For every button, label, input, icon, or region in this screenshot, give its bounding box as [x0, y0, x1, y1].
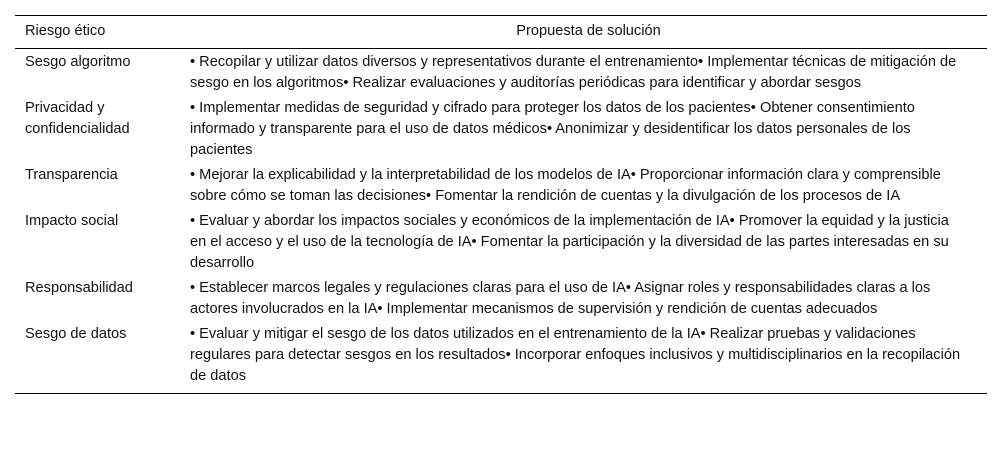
solution-cell: • Evaluar y mitigar el sesgo de los datos utilizados en el entrenamiento de la IA• Realizar pruebas y validaciones regulares para detectar sesgos en los resultados• Incorporar enfoques inclusivos y multidisciplinarios en la recopilación de datos [190, 326, 961, 384]
solution-cell: • Implementar medidas de seguridad y cifrado para proteger los datos de los pacientes• Obtener consentimiento informado y transparente para el uso de datos médicos• Anonimizar y desidentificar los datos personales de los pacientes [190, 100, 915, 158]
header-solution: Propuesta de solución [516, 23, 661, 39]
ethics-table-container [15, 15, 987, 394]
header-row [15, 16, 987, 49]
risk-cell: Responsabilidad [25, 280, 133, 296]
header-risk: Riesgo ético [25, 23, 106, 39]
ethics-risk-table [15, 15, 987, 394]
table-row [15, 322, 987, 394]
solution-cell: • Evaluar y abordar los impactos sociales y económicos de la implementación de IA• Promover la equidad y la justicia en el acceso y el uso de la tecnología de IA• Fomentar la participación y la diversidad de las partes interesadas en su desarrollo [190, 213, 949, 271]
risk-cell: Privacidad y confidencialidad [25, 100, 130, 137]
solution-cell: • Mejorar la explicabilidad y la interpretabilidad de los modelos de IA• Proporcionar información clara y comprensible sobre cómo se toman las decisiones• Fomentar la rendición de cuentas y la divulgación de los procesos de IA [190, 167, 941, 204]
solution-cell: • Recopilar y utilizar datos diversos y representativos durante el entrenamiento• Implementar técnicas de mitigación de sesgo en los algoritmos• Realizar evaluaciones y auditorías periódicas para identificar y abordar sesgos [190, 54, 957, 91]
table-header [15, 16, 987, 49]
risk-cell: Impacto social [25, 213, 119, 229]
table-row [15, 49, 987, 97]
risk-cell: Transparencia [25, 167, 118, 183]
table-row [15, 276, 987, 322]
risk-cell: Sesgo de datos [25, 326, 127, 342]
table-row [15, 96, 987, 163]
table-row [15, 209, 987, 276]
solution-cell: • Establecer marcos legales y regulaciones claras para el uso de IA• Asignar roles y responsabilidades claras a los actores involucrados en la IA• Implementar mecanismos de supervisión y rendición de cuentas adecuados [190, 280, 931, 317]
table-body [15, 49, 987, 394]
table-row [15, 163, 987, 209]
risk-cell: Sesgo algoritmo [25, 54, 131, 70]
